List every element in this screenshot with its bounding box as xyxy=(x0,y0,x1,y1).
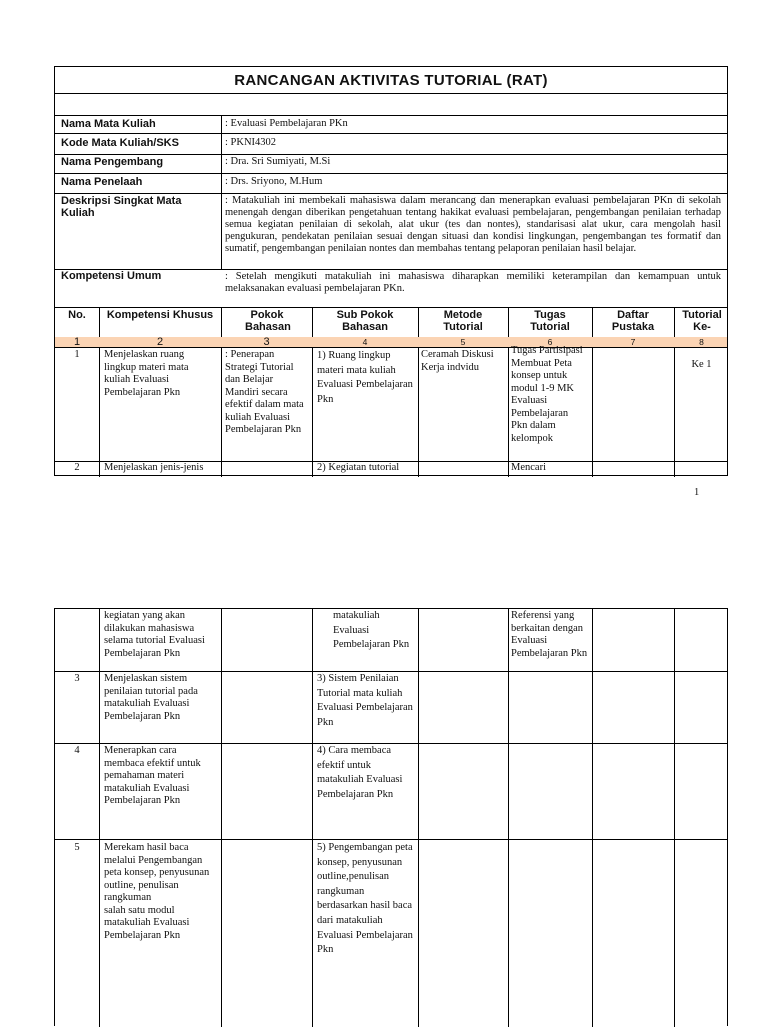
header-tutorial-ke: Tutorial Ke- xyxy=(682,309,722,333)
row2-tugas-continued: Referensi yang berkaitan dengan Evaluasi Pembelajaran Pkn xyxy=(511,610,588,659)
row1-pokok-bahasan: : Penerapan Strategi Tutorial dan Belajar Mandiri secara efektif dalam mata kuliah Evaluasi Pembelajaran Pkn xyxy=(225,349,304,435)
rule xyxy=(55,173,727,174)
label-kompetensi-umum: Kompetensi Umum xyxy=(61,270,162,282)
header-pokok-bahasan: Pokok Bahasan xyxy=(245,309,291,333)
column-number: 3 xyxy=(263,336,270,348)
value-nama-pengembang: : Dra. Sri Sumiyati, M.Si xyxy=(225,156,331,167)
row1-tugas: Tugas Partisipasi Membuat Peta konsep untuk modul 1-9 MK Evaluasi Pembelajaran Pkn dalam kelompok xyxy=(511,345,583,444)
row1-metode: Ceramah Diskusi Kerja indvidu xyxy=(421,349,494,373)
label-kode-mata-kuliah: Kode Mata Kuliah/SKS xyxy=(61,137,179,149)
value-kode-mata-kuliah: : PKNI4302 xyxy=(225,137,277,148)
row2-no: 2 xyxy=(74,462,80,473)
column-rule xyxy=(221,307,222,477)
header-metode-tutorial: Metode Tutorial xyxy=(443,309,483,333)
document-title: RANCANGAN AKTIVITAS TUTORIAL (RAT) xyxy=(234,71,548,89)
row2-tugas: Mencari xyxy=(511,462,546,473)
row1-no: 1 xyxy=(74,349,80,360)
rule xyxy=(55,133,727,134)
rule xyxy=(55,154,727,155)
label-nama-penelaah: Nama Penelaah xyxy=(61,176,143,188)
column-rule xyxy=(508,307,509,477)
row1-kompetensi: Menjelaskan ruang lingkup materi mata kuliah Evaluasi Pembelajaran Pkn xyxy=(104,349,189,398)
row3-sub-pokok: 3) Sistem Penilaian Tutorial mata kuliah Evaluasi Pembelajaran Pkn xyxy=(317,673,413,728)
label-nama-mata-kuliah: Nama Mata Kuliah xyxy=(61,118,156,130)
header-kompetensi-khusus: Kompetensi Khusus xyxy=(106,309,214,321)
column-rule xyxy=(99,307,100,477)
label-nama-pengembang: Nama Pengembang xyxy=(61,156,164,168)
column-number: 5 xyxy=(460,337,466,347)
rule xyxy=(55,307,727,308)
value-deskripsi: : Matakuliah ini membekali mahasiswa dalam merancang dan menerapkan evaluasi pembelajaran PKn di sekolah menengah dengan diberikan pengetahuan tentang hakikat evaluasi pembelajaran, pengembangan penilaian terhadap semua kegiatan penilaian di sekolah, alat ukur (tes dan nontes), standarisasi alat ukur, cara mengolah hasil pengukuran, pendekatan penilaian sesuai dengan situasi dan kondisi lingkungan, pengembangan tes formatif dan sumatif, pengembangan penilaian nontes dan membahas tentang pelaporan penilaian hasil belajar. xyxy=(225,195,721,254)
row2-sub-pokok-continued: matakuliah Evaluasi Pembelajaran Pkn xyxy=(333,610,410,651)
header-tugas-tutorial: Tugas Tutorial xyxy=(530,309,570,333)
row2-sub-pokok: 2) Kegiatan tutorial xyxy=(317,462,400,473)
row4-sub-pokok: 4) Cara membaca efektif untuk matakuliah Evaluasi Pembelajaran Pkn xyxy=(317,745,403,800)
row5-kompetensi: Merekam hasil baca melalui Pengembangan peta konsep, penyusunan outline, penulisan rangkuman salah satu modul matakuliah Evaluasi Pembelajaran Pkn xyxy=(104,842,210,941)
column-number: 4 xyxy=(362,337,368,347)
value-kompetensi-umum: : Setelah mengikuti matakuliah ini mahasiswa diharapkan memiliki keterampilan dan kemampuan untuk melaksanakan evaluasi pembelajaran PKn. xyxy=(225,271,721,294)
rule xyxy=(55,347,727,348)
header-no: No. xyxy=(68,309,86,321)
column-number: 6 xyxy=(547,337,553,347)
row5-no: 5 xyxy=(74,842,80,853)
row3-kompetensi: Menjelaskan sistem penilaian tutorial pada matakuliah Evaluasi Pembelajaran Pkn xyxy=(104,673,198,722)
row1-sub-pokok: 1) Ruang lingkup materi mata kuliah Evaluasi Pembelajaran Pkn xyxy=(317,350,413,405)
column-rule xyxy=(592,307,593,477)
row2-kompetensi-continued: kegiatan yang akan dilakukan mahasiswa selama tutorial Evaluasi Pembelajaran Pkn xyxy=(104,610,205,659)
column-number: 2 xyxy=(156,336,164,348)
row3-no: 3 xyxy=(74,673,80,684)
header-sub-pokok-bahasan: Sub Pokok Bahasan xyxy=(336,309,394,333)
rule xyxy=(55,115,727,116)
row1-tutorial-ke: Ke 1 xyxy=(691,359,712,370)
value-nama-penelaah: : Drs. Sriyono, M.Hum xyxy=(225,176,323,187)
page-number: 1 xyxy=(694,487,700,498)
rule xyxy=(55,839,727,840)
rat-table-page-2 xyxy=(54,608,728,1026)
header-daftar-pustaka: Daftar Pustaka xyxy=(611,309,655,333)
rule xyxy=(55,93,727,94)
row2-kompetensi: Menjelaskan jenis-jenis xyxy=(104,462,204,473)
row4-no: 4 xyxy=(74,745,80,756)
value-nama-mata-kuliah: : Evaluasi Pembelajaran PKn xyxy=(225,118,348,129)
column-number: 7 xyxy=(630,337,636,347)
column-number: 8 xyxy=(699,337,704,347)
rat-table-page-1 xyxy=(54,66,728,476)
column-number: 1 xyxy=(73,336,81,348)
label-deskripsi: Deskripsi Singkat Mata Kuliah xyxy=(61,195,182,219)
column-rule xyxy=(312,307,313,477)
rule xyxy=(55,193,727,194)
row4-kompetensi: Menerapkan cara membaca efektif untuk pemahaman materi matakuliah Evaluasi Pembelajaran Pkn xyxy=(104,745,201,806)
row5-sub-pokok: 5) Pengembangan peta konsep, penyusunan outline,penulisan rangkuman berdasarkan hasil baca dari matakuliah Evaluasi Pembelajaran Pkn xyxy=(317,842,413,956)
column-rule xyxy=(418,307,419,477)
column-rule xyxy=(221,115,222,269)
